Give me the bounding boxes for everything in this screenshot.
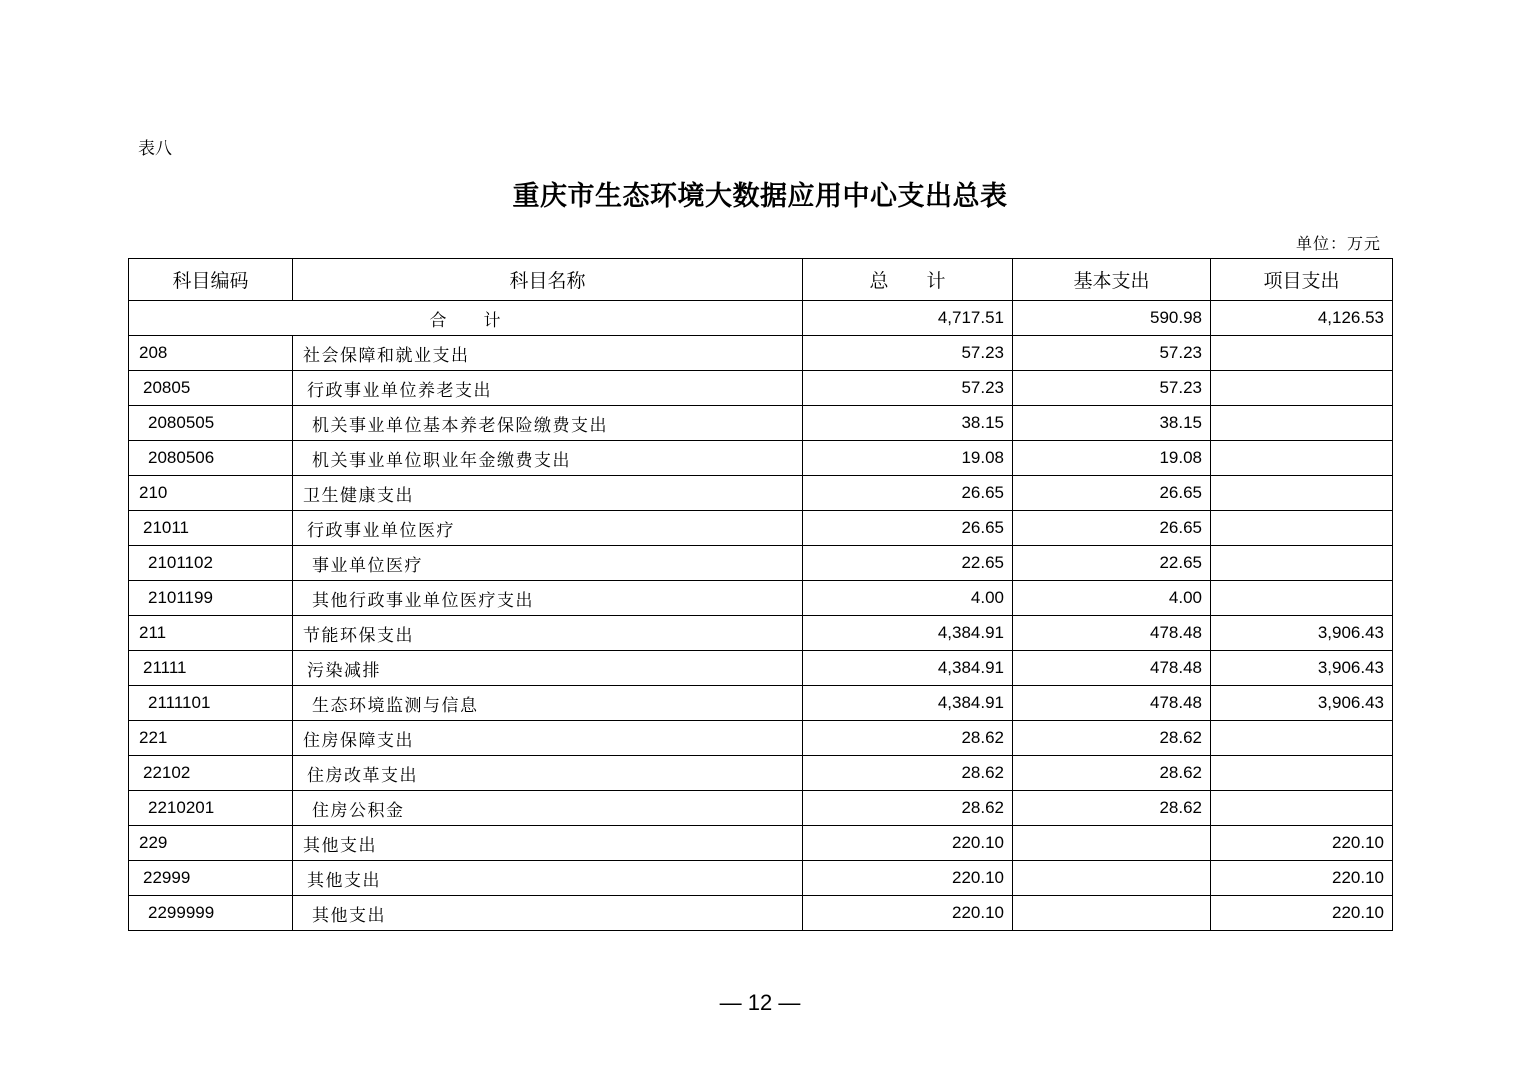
subject-name-cell: 社会保障和就业支出 [293, 336, 803, 371]
basic-expenditure-cell: 478.48 [1013, 651, 1211, 686]
unit-note: 单位：万元 [1295, 234, 1381, 253]
subject-name-cell: 其他支出 [293, 826, 803, 861]
basic-expenditure-cell: 26.65 [1013, 511, 1211, 546]
table-row [129, 406, 1393, 441]
total-cell: 4,384.91 [803, 686, 1013, 721]
subject-code-cell: 22999 [129, 861, 293, 896]
basic-expenditure-cell: 38.15 [1013, 406, 1211, 441]
subject-code-cell: 21011 [129, 511, 293, 546]
subject-code-cell: 2080506 [129, 441, 293, 476]
basic-expenditure-cell [1013, 896, 1211, 931]
total-cell: 26.65 [803, 511, 1013, 546]
basic-expenditure-cell: 26.65 [1013, 476, 1211, 511]
table-row [129, 756, 1393, 791]
subject-code-cell: 210 [129, 476, 293, 511]
basic-expenditure-cell: 478.48 [1013, 686, 1211, 721]
subject-name-cell: 节能环保支出 [293, 616, 803, 651]
table-row [129, 651, 1393, 686]
table-row [129, 791, 1393, 826]
total-row-project: 4,126.53 [1211, 301, 1393, 336]
project-expenditure-cell [1211, 546, 1393, 581]
table-row [129, 721, 1393, 756]
page-title: 重庆市生态环境大数据应用中心支出总表 [512, 181, 1008, 212]
subject-code-cell: 2210201 [129, 791, 293, 826]
total-cell: 4.00 [803, 581, 1013, 616]
table-row [129, 336, 1393, 371]
subject-name-cell: 住房保障支出 [293, 721, 803, 756]
subject-code-cell: 208 [129, 336, 293, 371]
table-row [129, 616, 1393, 651]
basic-expenditure-cell: 4.00 [1013, 581, 1211, 616]
subject-code-cell: 2299999 [129, 896, 293, 931]
subject-name-cell: 生态环境监测与信息 [293, 686, 803, 721]
subject-code-cell: 229 [129, 826, 293, 861]
header-project-expenditure: 项目支出 [1211, 259, 1393, 301]
subject-code-cell: 2111101 [129, 686, 293, 721]
table-body [129, 301, 1393, 931]
subject-name-cell: 污染减排 [293, 651, 803, 686]
basic-expenditure-cell [1013, 861, 1211, 896]
total-cell: 26.65 [803, 476, 1013, 511]
project-expenditure-cell: 3,906.43 [1211, 616, 1393, 651]
table-header-row [129, 259, 1393, 301]
subject-name-cell: 机关事业单位职业年金缴费支出 [293, 441, 803, 476]
subject-name-cell: 住房改革支出 [293, 756, 803, 791]
subject-code-cell: 20805 [129, 371, 293, 406]
subject-code-cell: 21111 [129, 651, 293, 686]
subject-code-cell: 22102 [129, 756, 293, 791]
header-subject-name: 科目名称 [293, 259, 803, 301]
project-expenditure-cell [1211, 791, 1393, 826]
subject-name-cell: 事业单位医疗 [293, 546, 803, 581]
project-expenditure-cell: 220.10 [1211, 826, 1393, 861]
basic-expenditure-cell: 19.08 [1013, 441, 1211, 476]
project-expenditure-cell: 220.10 [1211, 861, 1393, 896]
table-row [129, 441, 1393, 476]
subject-name-cell: 行政事业单位养老支出 [293, 371, 803, 406]
project-expenditure-cell [1211, 336, 1393, 371]
subject-name-cell: 卫生健康支出 [293, 476, 803, 511]
total-cell: 28.62 [803, 756, 1013, 791]
basic-expenditure-cell: 28.62 [1013, 721, 1211, 756]
header-total: 总 计 [803, 259, 1013, 301]
project-expenditure-cell: 3,906.43 [1211, 686, 1393, 721]
subject-code-cell: 211 [129, 616, 293, 651]
total-cell: 220.10 [803, 896, 1013, 931]
total-cell: 4,384.91 [803, 616, 1013, 651]
basic-expenditure-cell [1013, 826, 1211, 861]
table-row [129, 826, 1393, 861]
subject-name-cell: 其他行政事业单位医疗支出 [293, 581, 803, 616]
subject-code-cell: 2080505 [129, 406, 293, 441]
basic-expenditure-cell: 57.23 [1013, 336, 1211, 371]
total-cell: 220.10 [803, 861, 1013, 896]
table-row [129, 581, 1393, 616]
table-row [129, 371, 1393, 406]
basic-expenditure-cell: 28.62 [1013, 791, 1211, 826]
basic-expenditure-cell: 57.23 [1013, 371, 1211, 406]
subject-name-cell: 机关事业单位基本养老保险缴费支出 [293, 406, 803, 441]
project-expenditure-cell [1211, 476, 1393, 511]
total-cell: 38.15 [803, 406, 1013, 441]
project-expenditure-cell [1211, 721, 1393, 756]
project-expenditure-cell: 3,906.43 [1211, 651, 1393, 686]
total-cell: 28.62 [803, 791, 1013, 826]
table-row [129, 896, 1393, 931]
table-number-label: 表八 [138, 139, 172, 159]
page-number: — 12 — [719, 990, 801, 1015]
subject-code-cell: 2101102 [129, 546, 293, 581]
table-row [129, 686, 1393, 721]
subject-name-cell: 住房公积金 [293, 791, 803, 826]
table-row [129, 511, 1393, 546]
header-basic-expenditure: 基本支出 [1013, 259, 1211, 301]
subject-name-cell: 行政事业单位医疗 [293, 511, 803, 546]
total-cell: 220.10 [803, 826, 1013, 861]
total-cell: 28.62 [803, 721, 1013, 756]
total-row-label: 合 计 [129, 301, 803, 336]
table-row [129, 476, 1393, 511]
basic-expenditure-cell: 28.62 [1013, 756, 1211, 791]
subject-code-cell: 221 [129, 721, 293, 756]
total-row-basic: 590.98 [1013, 301, 1211, 336]
basic-expenditure-cell: 478.48 [1013, 616, 1211, 651]
table-row [129, 546, 1393, 581]
project-expenditure-cell [1211, 581, 1393, 616]
total-cell: 19.08 [803, 441, 1013, 476]
basic-expenditure-cell: 22.65 [1013, 546, 1211, 581]
total-row [129, 301, 1393, 336]
project-expenditure-cell [1211, 511, 1393, 546]
total-cell: 57.23 [803, 336, 1013, 371]
total-row-total: 4,717.51 [803, 301, 1013, 336]
table-row [129, 861, 1393, 896]
subject-name-cell: 其他支出 [293, 861, 803, 896]
total-cell: 57.23 [803, 371, 1013, 406]
project-expenditure-cell [1211, 441, 1393, 476]
subject-code-cell: 2101199 [129, 581, 293, 616]
subject-name-cell: 其他支出 [293, 896, 803, 931]
project-expenditure-cell: 220.10 [1211, 896, 1393, 931]
project-expenditure-cell [1211, 756, 1393, 791]
total-cell: 22.65 [803, 546, 1013, 581]
total-cell: 4,384.91 [803, 651, 1013, 686]
header-subject-code: 科目编码 [129, 259, 293, 301]
project-expenditure-cell [1211, 371, 1393, 406]
project-expenditure-cell [1211, 406, 1393, 441]
expenditure-table [128, 258, 1393, 931]
